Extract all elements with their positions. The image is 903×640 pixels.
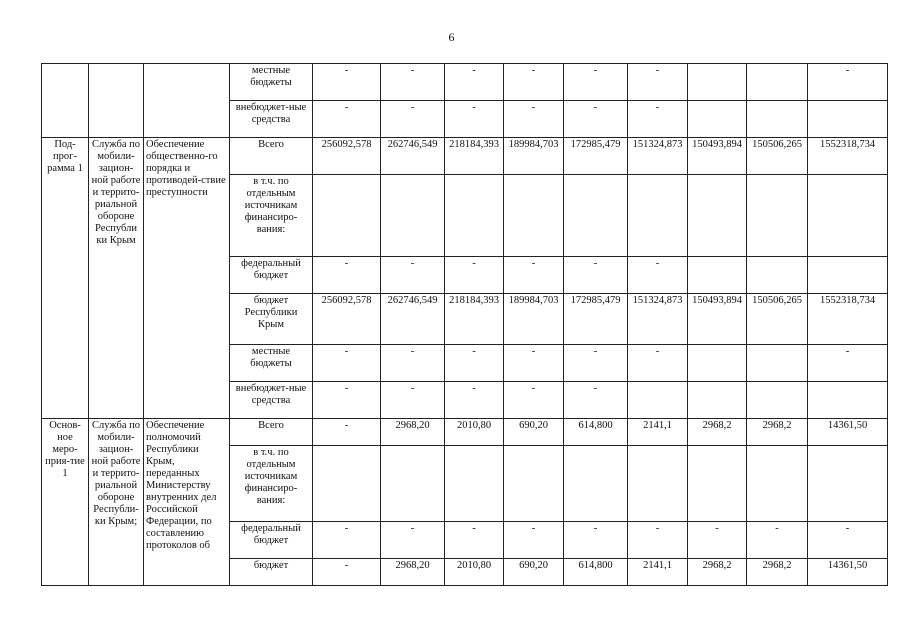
value-cell: 151324,873 [628, 138, 688, 175]
value-cell [688, 175, 747, 257]
value-cell: 614,800 [564, 559, 628, 586]
funding-source-label: в т.ч. по отдельным источникам финансиро-вания: [230, 175, 313, 257]
value-cell: 189984,703 [504, 138, 564, 175]
value-cell: 14361,50 [808, 419, 888, 446]
value-cell [688, 257, 747, 294]
value-cell: - [504, 101, 564, 138]
value-cell: - [313, 64, 381, 101]
funding-source-label: внебюджет-ные средства [230, 101, 313, 138]
funding-source-label: Всего [230, 138, 313, 175]
value-cell [688, 446, 747, 522]
value-cell: - [688, 522, 747, 559]
value-cell: 2968,20 [381, 559, 445, 586]
value-cell [445, 175, 504, 257]
table-row [42, 64, 888, 101]
value-cell: - [564, 64, 628, 101]
value-cell: 150493,894 [688, 138, 747, 175]
value-cell: 150506,265 [747, 138, 808, 175]
value-cell: - [445, 101, 504, 138]
group1-col2: Служба по мобили-зацион-ной работе и террито-риальной обороне Республи ки Крым [89, 138, 144, 419]
value-cell: - [445, 64, 504, 101]
group1-col1: Под-прог-рамма 1 [42, 138, 89, 419]
value-cell: 2968,2 [747, 559, 808, 586]
value-cell: - [564, 345, 628, 382]
value-cell: 262746,549 [381, 138, 445, 175]
value-cell: 2968,2 [688, 419, 747, 446]
value-cell [747, 345, 808, 382]
value-cell: 150493,894 [688, 294, 747, 345]
value-cell: 2968,2 [747, 419, 808, 446]
value-cell: - [628, 257, 688, 294]
value-cell: - [313, 382, 381, 419]
value-cell [747, 101, 808, 138]
value-cell [381, 446, 445, 522]
value-cell: - [808, 345, 888, 382]
funding-source-label: федеральный бюджет [230, 257, 313, 294]
group1-col3: Обеспечение общественно-го порядка и противодей-ствие преступности [144, 138, 230, 419]
value-cell [747, 175, 808, 257]
value-cell [688, 101, 747, 138]
table-row [42, 419, 888, 446]
value-cell: - [564, 522, 628, 559]
value-cell: 1552318,734 [808, 138, 888, 175]
value-cell: 690,20 [504, 419, 564, 446]
value-cell [628, 175, 688, 257]
value-cell: 218184,393 [445, 294, 504, 345]
value-cell [564, 175, 628, 257]
value-cell: - [381, 382, 445, 419]
value-cell: - [313, 522, 381, 559]
value-cell: - [381, 522, 445, 559]
value-cell: - [564, 382, 628, 419]
value-cell: 2141,1 [628, 419, 688, 446]
value-cell: - [313, 419, 381, 446]
value-cell [381, 175, 445, 257]
budget-table [41, 63, 888, 586]
value-cell [747, 446, 808, 522]
group2-col1: Основ-ное меро-прия-тие 1 [42, 419, 89, 586]
value-cell [628, 446, 688, 522]
value-cell [808, 101, 888, 138]
page-number: 6 [448, 30, 455, 44]
value-cell: - [628, 64, 688, 101]
value-cell: - [747, 522, 808, 559]
value-cell: 151324,873 [628, 294, 688, 345]
value-cell: 256092,578 [313, 294, 381, 345]
value-cell: 172985,479 [564, 138, 628, 175]
table-row [42, 138, 888, 175]
group2-col2: Служба по мобили-зацион-ной работе и террито-риальной обороне Республи-ки Крым; [89, 419, 144, 586]
value-cell [808, 175, 888, 257]
funding-source-label: в т.ч. по отдельным источникам финансиро-вания: [230, 446, 313, 522]
value-cell [688, 64, 747, 101]
value-cell: - [504, 64, 564, 101]
value-cell: 256092,578 [313, 138, 381, 175]
value-cell: - [445, 257, 504, 294]
value-cell [808, 382, 888, 419]
value-cell: - [313, 257, 381, 294]
value-cell: - [313, 559, 381, 586]
value-cell: 14361,50 [808, 559, 888, 586]
value-cell: 1552318,734 [808, 294, 888, 345]
value-cell: - [381, 101, 445, 138]
value-cell: 172985,479 [564, 294, 628, 345]
value-cell [504, 446, 564, 522]
value-cell: - [313, 101, 381, 138]
empty-cell [144, 64, 230, 138]
value-cell: 2141,1 [628, 559, 688, 586]
value-cell: - [445, 382, 504, 419]
value-cell: - [808, 522, 888, 559]
value-cell: - [564, 101, 628, 138]
value-cell: 218184,393 [445, 138, 504, 175]
empty-cell [42, 64, 89, 138]
group2-col3: Обеспечение полномочий Республики Крым, переданных Министерству внутренних дел Российской Федерации, по составлению протоколов об [144, 419, 230, 586]
value-cell [313, 446, 381, 522]
value-cell: - [504, 382, 564, 419]
value-cell [688, 382, 747, 419]
value-cell: 189984,703 [504, 294, 564, 345]
value-cell: - [628, 522, 688, 559]
funding-source-label: Всего [230, 419, 313, 446]
value-cell: - [445, 345, 504, 382]
value-cell [628, 382, 688, 419]
funding-source-label: бюджет Республики Крым [230, 294, 313, 345]
value-cell [808, 257, 888, 294]
value-cell: - [504, 257, 564, 294]
value-cell [747, 382, 808, 419]
value-cell: - [445, 522, 504, 559]
funding-source-label: бюджет [230, 559, 313, 586]
funding-source-label: внебюджет-ные средства [230, 382, 313, 419]
value-cell: 690,20 [504, 559, 564, 586]
value-cell: 614,800 [564, 419, 628, 446]
value-cell: - [381, 257, 445, 294]
funding-source-label: местные бюджеты [230, 345, 313, 382]
value-cell [747, 64, 808, 101]
value-cell [445, 446, 504, 522]
value-cell: 150506,265 [747, 294, 808, 345]
value-cell: - [564, 257, 628, 294]
value-cell [313, 175, 381, 257]
value-cell: - [504, 345, 564, 382]
funding-source-label: местные бюджеты [230, 64, 313, 101]
value-cell [808, 446, 888, 522]
funding-source-label: федеральный бюджет [230, 522, 313, 559]
value-cell [688, 345, 747, 382]
value-cell [747, 257, 808, 294]
value-cell: - [504, 522, 564, 559]
value-cell: 2968,2 [688, 559, 747, 586]
value-cell: 262746,549 [381, 294, 445, 345]
value-cell [504, 175, 564, 257]
value-cell: - [313, 345, 381, 382]
value-cell: 2010,80 [445, 559, 504, 586]
value-cell: 2010,80 [445, 419, 504, 446]
value-cell [564, 446, 628, 522]
value-cell: - [808, 64, 888, 101]
value-cell: - [628, 345, 688, 382]
empty-cell [89, 64, 144, 138]
value-cell: 2968,20 [381, 419, 445, 446]
value-cell: - [381, 345, 445, 382]
value-cell: - [628, 101, 688, 138]
value-cell: - [381, 64, 445, 101]
